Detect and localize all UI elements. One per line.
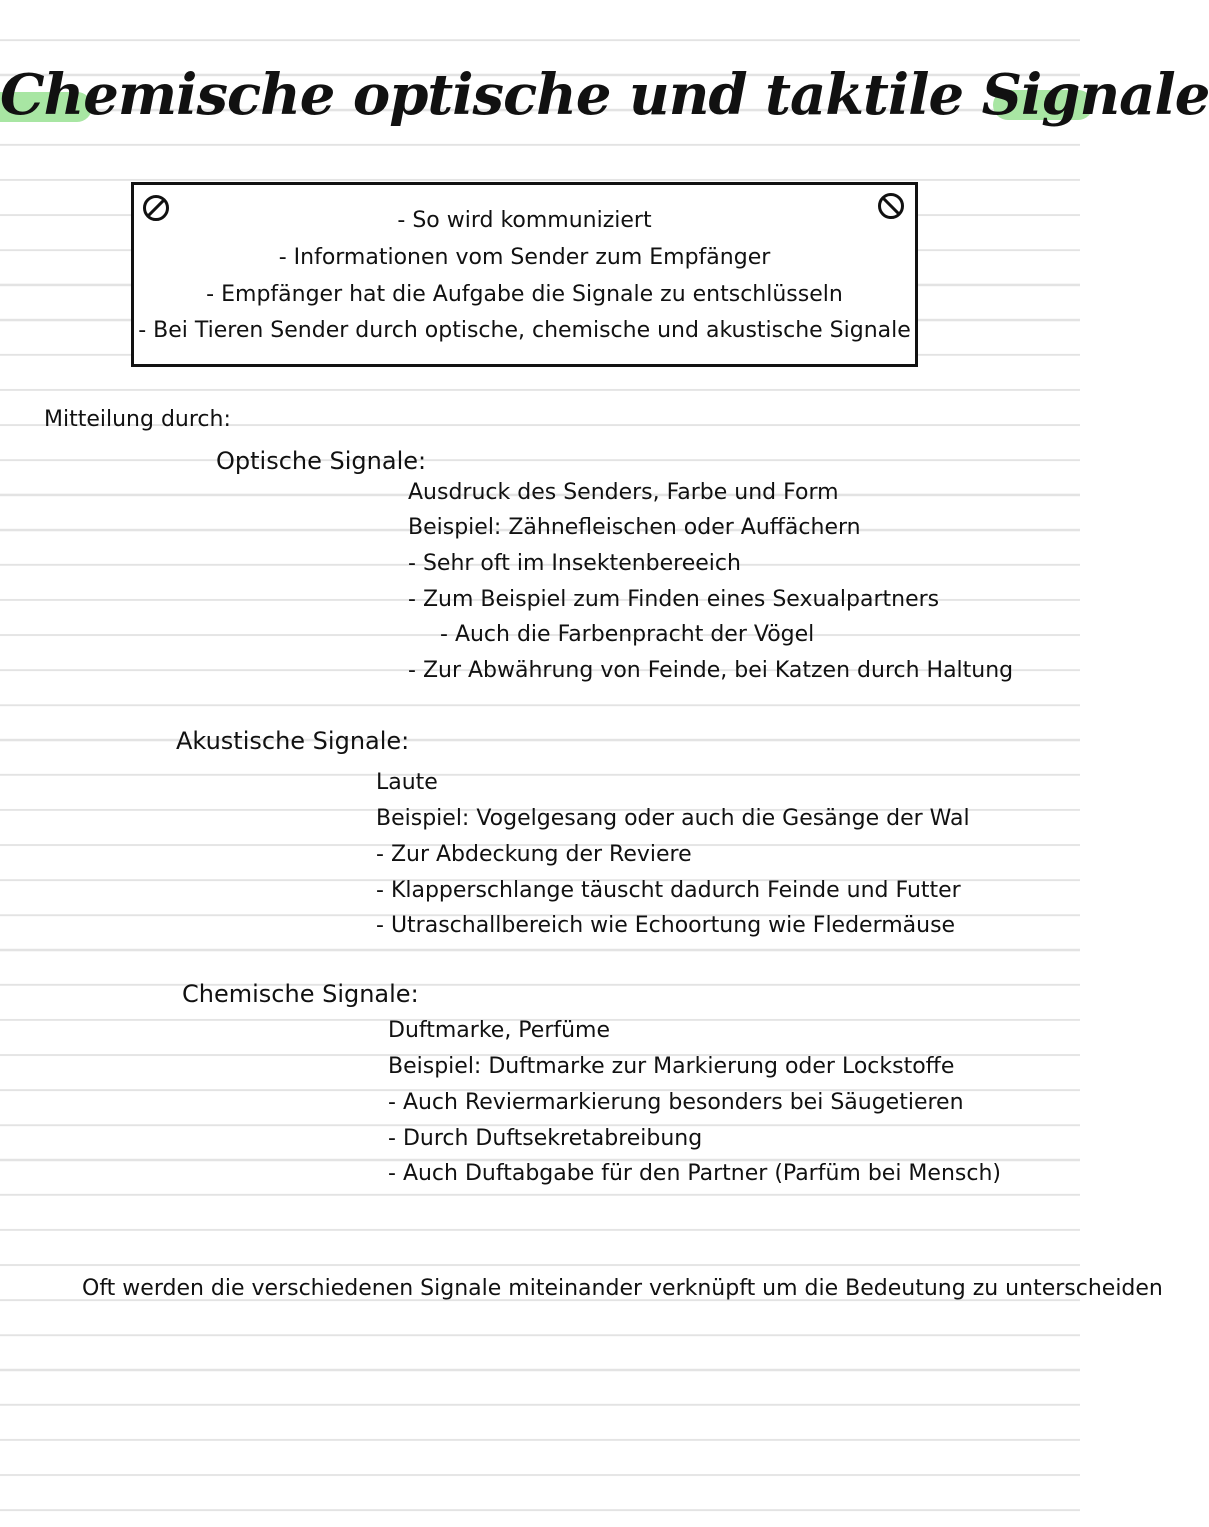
optische-bullet: - Auch die Farbenpracht der Vögel [440, 620, 814, 650]
section-heading-akustische: Akustische Signale: [176, 727, 410, 755]
section-heading-chemische: Chemische Signale: [182, 980, 419, 1008]
intro-item: - Informationen vom Sender zum Empfänger [131, 243, 918, 273]
conclusion-text: Oft werden die verschiedenen Signale miteinander verknüpft um die Bedeutung zu unterscheiden [82, 1276, 1163, 1301]
intro-item: - So wird kommuniziert [131, 206, 918, 236]
chemische-line: Duftmarke, Perfüme [388, 1018, 611, 1043]
akustische-bullet: - Klapperschlange täuscht dadurch Feinde und Futter [376, 876, 961, 906]
akustische-bullet: - Zur Abdeckung der Reviere [376, 840, 692, 870]
optische-line: Beispiel: Zähnefleischen oder Auffächern [408, 515, 861, 540]
section-heading-optische: Optische Signale: [216, 447, 427, 475]
chemische-bullet: - Auch Duftabgabe für den Partner (Parfüm bei Mensch) [388, 1159, 1001, 1189]
chemische-line: Beispiel: Duftmarke zur Markierung oder Lockstoffe [388, 1054, 955, 1079]
optische-bullet: - Zum Beispiel zum Finden eines Sexualpartners [408, 585, 939, 615]
chemische-bullet: - Durch Duftsekretabreibung [388, 1124, 702, 1154]
mitteilung-label: Mitteilung durch: [44, 407, 231, 432]
page-title: Chemische optische und taktile Signale [0, 62, 1209, 128]
intro-item: - Empfänger hat die Aufgabe die Signale zu entschlüsseln [131, 280, 918, 310]
optische-bullet: - Zur Abwährung von Feinde, bei Katzen durch Haltung [408, 656, 1013, 686]
optische-line: Ausdruck des Senders, Farbe und Form [408, 480, 839, 505]
optische-bullet: - Sehr oft im Insektenbereeich [408, 549, 741, 579]
akustische-line: Laute [376, 770, 438, 795]
intro-item: - Bei Tieren Sender durch optische, chemische und akustische Signale [131, 316, 918, 346]
akustische-line: Beispiel: Vogelgesang oder auch die Gesänge der Wal [376, 806, 970, 831]
chemische-bullet: - Auch Reviermarkierung besonders bei Säugetieren [388, 1088, 964, 1118]
akustische-bullet: - Utraschallbereich wie Echoortung wie Fledermäuse [376, 911, 955, 941]
